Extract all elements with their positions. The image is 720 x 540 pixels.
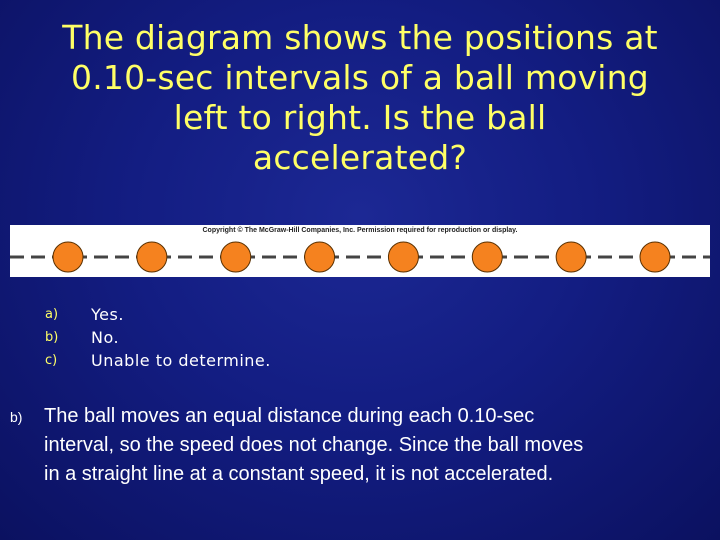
choice-marker: c) xyxy=(45,353,58,368)
title-line-1: The diagram shows the positions at xyxy=(62,18,658,57)
ball-position xyxy=(53,242,83,272)
answer-line-2: interval, so the speed does not change. Since the ball moves xyxy=(44,434,584,456)
answer-text xyxy=(44,402,583,489)
answer-line-1: The ball moves an equal distance during each 0.10-sec xyxy=(44,405,535,427)
ball-position xyxy=(640,242,670,272)
copyright-notice: Copyright © The McGraw-Hill Companies, Inc. Permission required for reproduction or display. xyxy=(202,227,518,234)
ball-position xyxy=(556,242,586,272)
choice-c[interactable] xyxy=(45,349,271,372)
answer-marker: b) xyxy=(10,409,23,425)
answer-explanation xyxy=(10,402,710,489)
choice-marker: b) xyxy=(45,330,59,345)
choice-marker: a) xyxy=(45,307,59,322)
ball-position-diagram xyxy=(10,225,710,277)
ball-position xyxy=(388,242,418,272)
choice-text: Yes. xyxy=(91,305,124,324)
title-line-3: left to right. Is the ball xyxy=(173,98,547,137)
slide-title xyxy=(20,18,700,178)
answer-line-3: in a straight line at a constant speed, it is not accelerated. xyxy=(44,463,554,485)
ball-position xyxy=(472,242,502,272)
ball-position xyxy=(137,242,167,272)
ball-position xyxy=(305,242,335,272)
ball-position xyxy=(221,242,251,272)
title-line-2: 0.10-sec intervals of a ball moving xyxy=(71,58,649,97)
choice-a[interactable] xyxy=(45,303,271,326)
choice-text: No. xyxy=(91,328,120,347)
choice-text: Unable to determine. xyxy=(91,351,271,370)
title-line-4: accelerated? xyxy=(252,138,468,177)
answer-choices xyxy=(45,303,271,372)
choice-b[interactable] xyxy=(45,326,271,349)
